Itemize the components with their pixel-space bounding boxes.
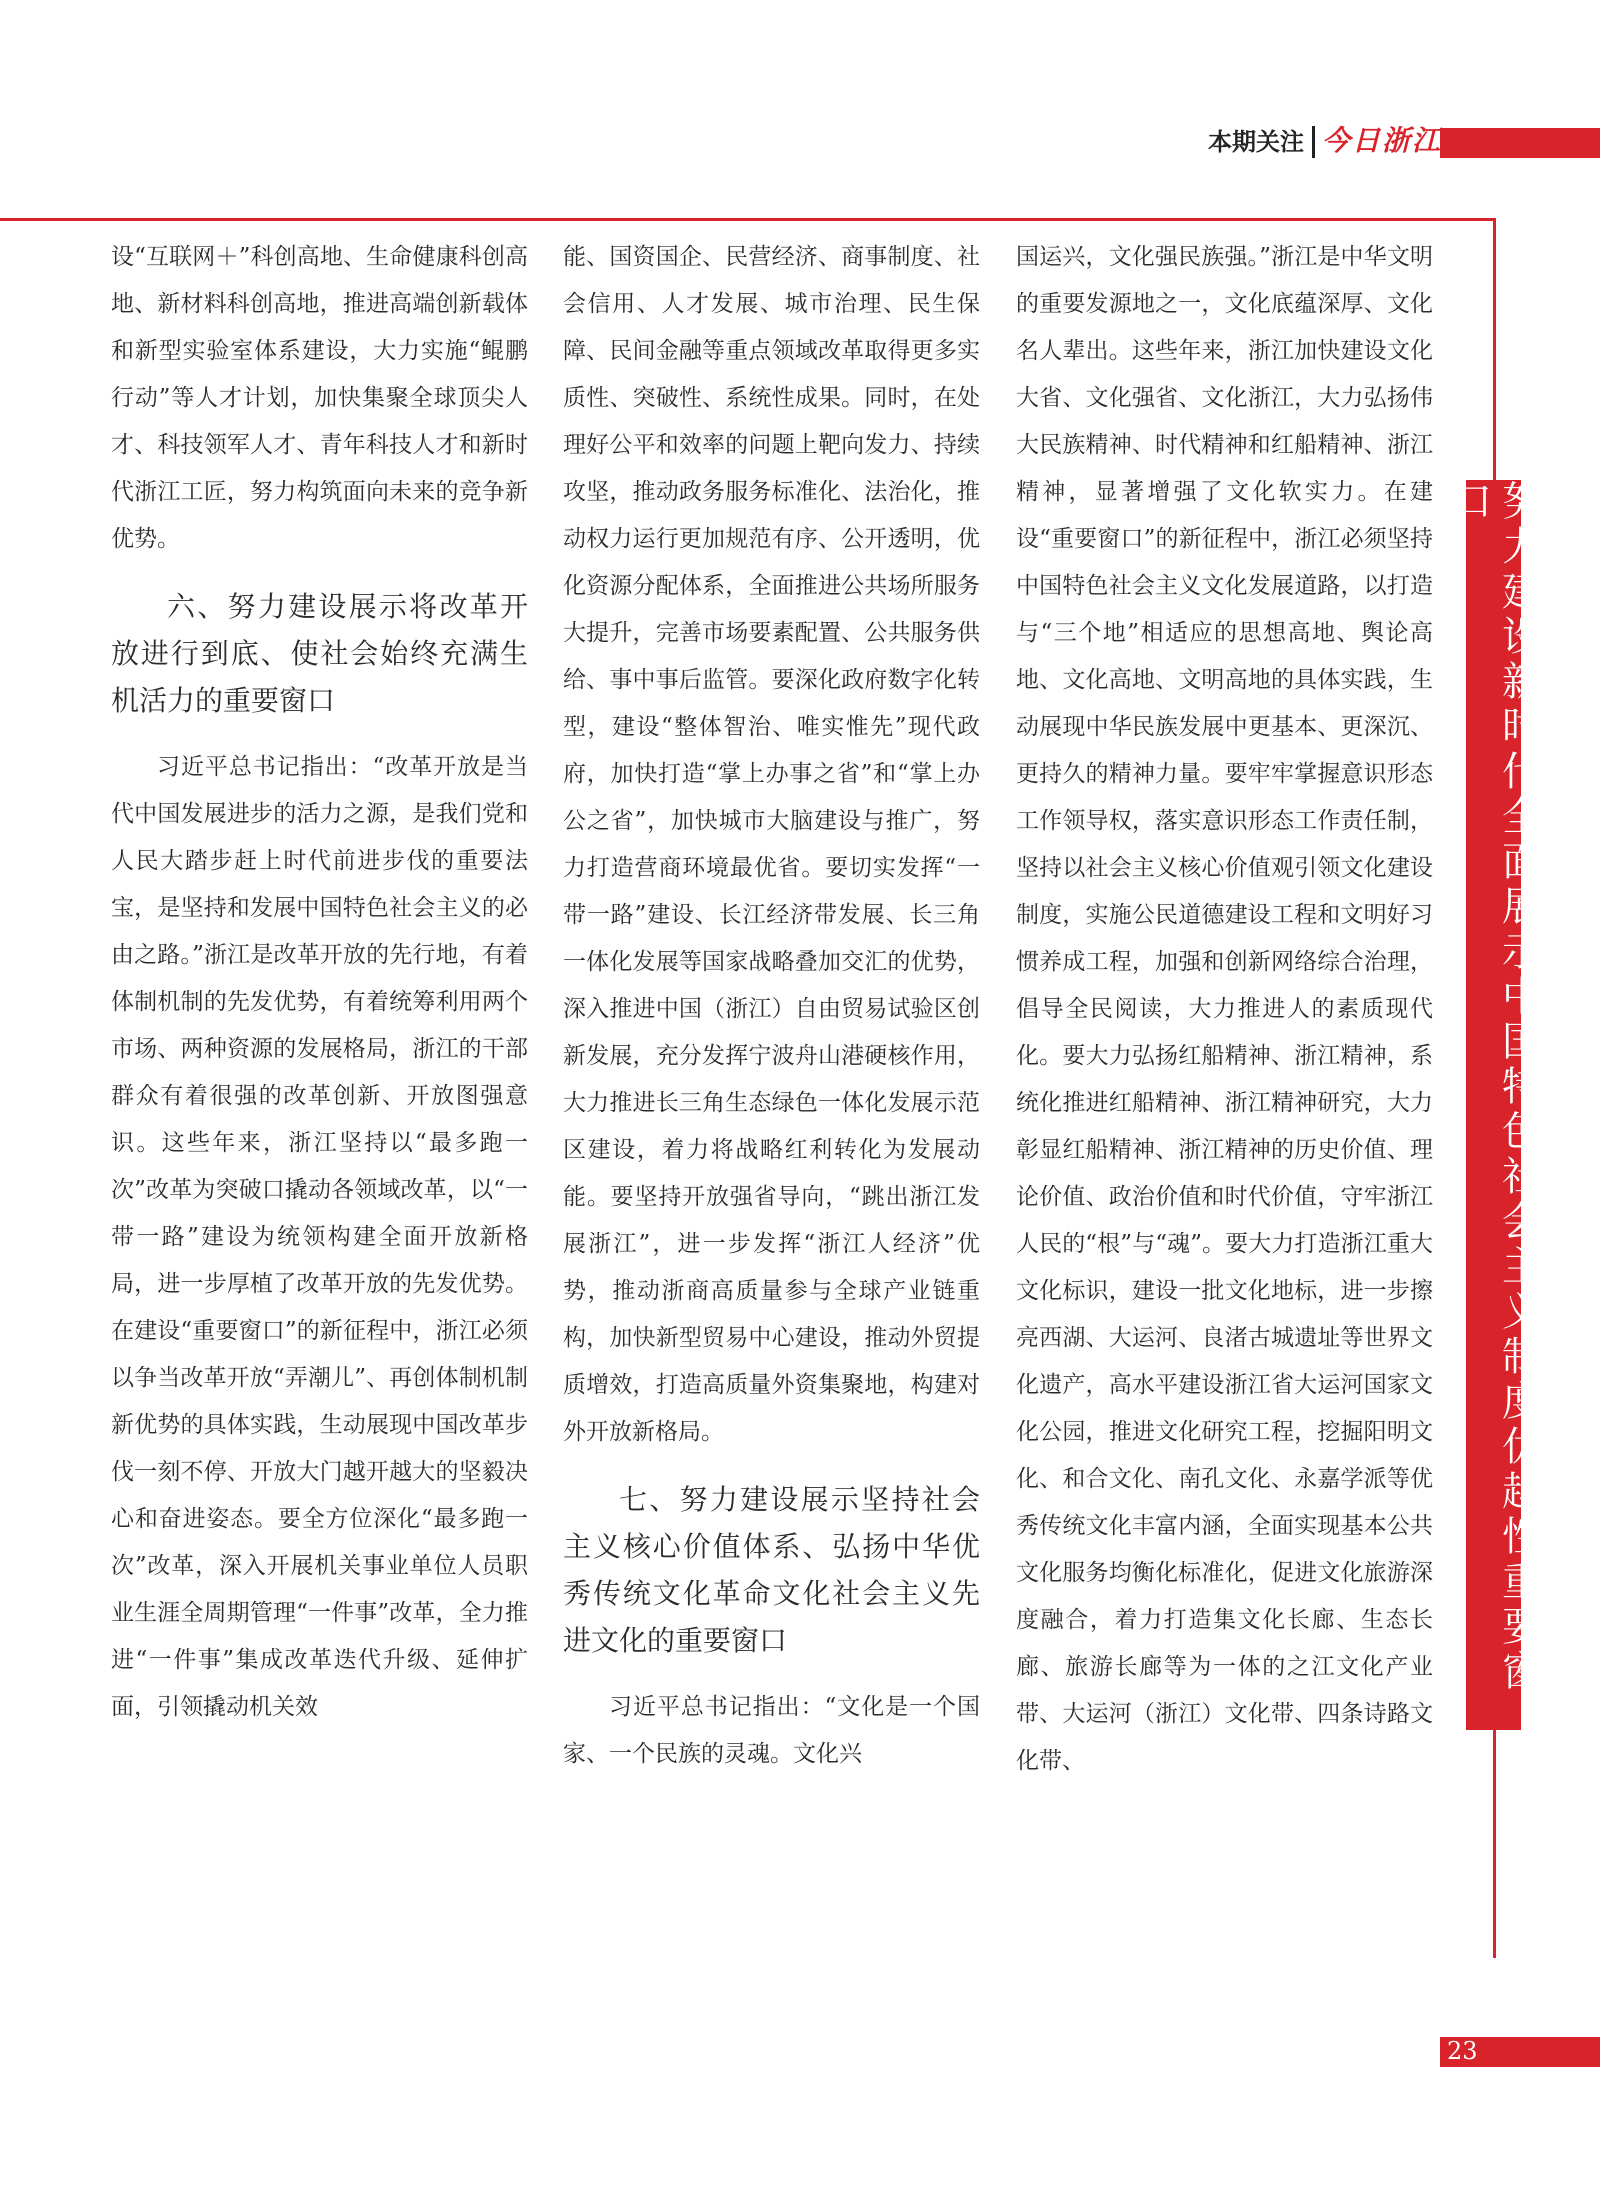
body-paragraph: 习近平总书记指出：“改革开放是当代中国发展进步的活力之源，是我们党和人民大踏步赶上时代前进步伐的重要法宝，是坚持和发展中国特色社会主义的必由之路。”浙江是改革开放的先行地，有着体制机制的先发优势，有着统筹利用两个市场、两种资源的发展格局，浙江的干部群众有着很强的改革创新、开放图强意识。这些年来，浙江坚持以“最多跑一次”改革为突破口撬动各领域改革，以“一带一路”建设为统领构建全面开放新格局，进一步厚植了改革开放的先发优势。在建设“重要窗口”的新征程中，浙江必须以争当改革开放“弄潮儿”、再创体制机制新优势的具体实践，生动展现中国改革步伐一刻不停、开放大门越开越大的坚毅决心和奋进姿态。要全方位深化“最多跑一次”改革，深入开展机关事业单位人员职业生涯全周期管理“一件事”改革，全力推进“一件事”集成改革迭代升级、延伸扩面，引领撬动机关效 bbox=[111, 754, 528, 1720]
side-title-banner bbox=[1445, 480, 1542, 1730]
section-heading: 七、努力建设展示坚持社会主义核心价值体系、弘扬中华优秀传统文化革命文化社会主义先进文化的重要窗口 bbox=[563, 1483, 980, 1657]
page-number: 23 bbox=[1447, 2037, 1478, 2065]
article-column-1 bbox=[111, 234, 528, 1731]
article-column-2 bbox=[563, 234, 980, 1778]
header-accent-bar bbox=[1440, 128, 1600, 158]
body-paragraph: 能、国资国企、民营经济、商事制度、社会信用、人才发展、城市治理、民生保障、民间金融等重点领域改革取得更多实质性、突破性、系统性成果。同时，在处理好公平和效率的问题上靶向发力、持续攻坚，推动政务服务标准化、法治化，推动权力运行更加规范有序、公开透明，优化资源分配体系，全面推进公共场所服务大提升，完善市场要素配置、公共服务供给、事中事后监管。要深化政府数字化转型，建设“整体智治、唯实惟先”现代政府，加快打造“掌上办事之省”和“掌上办公之省”，加快城市大脑建设与推广，努力打造营商环境最优省。要切实发挥“一带一路”建设、长江经济带发展、长三角一体化发展等国家战略叠加交汇的优势，深入推进中国（浙江）自由贸易试验区创新发展，充分发挥宁波舟山港硬核作用，大力推进长三角生态绿色一体化发展示范区建设，着力将战略红利转化为发展动能。要坚持开放强省导向，“跳出浙江发展浙江”，进一步发挥“浙江人经济”优势，推动浙商高质量参与全球产业链重构，加快新型贸易中心建设，推动外贸提质增效，打造高质量外资集聚地，构建对外开放新格局。 bbox=[563, 244, 980, 1445]
body-paragraph: 国运兴，文化强民族强。”浙江是中华文明的重要发源地之一，文化底蕴深厚、文化名人辈出。这些年来，浙江加快建设文化大省、文化强省、文化浙江，大力弘扬伟大民族精神、时代精神和红船精神、浙江精神，显著增强了文化软实力。在建设“重要窗口”的新征程中，浙江必须坚持中国特色社会主义文化发展道路，以打造与“三个地”相适应的思想高地、舆论高地、文化高地、文明高地的具体实践，生动展现中华民族发展中更基本、更深沉、更持久的精神力量。要牢牢掌握意识形态工作领导权，落实意识形态工作责任制，坚持以社会主义核心价值观引领文化建设制度，实施公民道德建设工程和文明好习惯养成工程，加强和创新网络综合治理，倡导全民阅读，大力推进人的素质现代化。要大力弘扬红船精神、浙江精神，系统化推进红船精神、浙江精神研究，大力彰显红船精神、浙江精神的历史价值、理论价值、政治价值和时代价值，守牢浙江人民的“根”与“魂”。要大力打造浙江重大文化标识，建设一批文化地标，进一步擦亮西湖、大运河、良渚古城遗址等世界文化遗产，高水平建设浙江省大运河国家文化公园，推进文化研究工程，挖掘阳明文化、和合文化、南孔文化、永嘉学派等优秀传统文化丰富内涵，全面实现基本公共文化服务均衡化标准化，促进文化旅游深度融合，着力打造集文化长廊、生态长廊、旅游长廊等为一体的之江文化产业带、大运河（浙江）文化带、四条诗路文化带、 bbox=[1016, 244, 1433, 1774]
frame-top-rule bbox=[0, 218, 1496, 221]
body-paragraph: 习近平总书记指出：“文化是一个国家、一个民族的灵魂。文化兴 bbox=[563, 1694, 980, 1767]
article-column-3 bbox=[1016, 234, 1433, 1785]
section-label: 本期关注 bbox=[1208, 128, 1304, 156]
section-heading: 六、努力建设展示将改革开放进行到底、使社会始终充满生机活力的重要窗口 bbox=[111, 590, 528, 717]
side-title: 努力建设新时代全面展示中国特色社会主义制度优越性重要窗口 bbox=[1445, 480, 1542, 1695]
brand-logo: 今日浙江 bbox=[1322, 124, 1443, 157]
body-paragraph: 设“互联网＋”科创高地、生命健康科创高地、新材料科创高地，推进高端创新载体和新型实验室体系建设，大力实施“鲲鹏行动”等人才计划，加快集聚全球顶尖人才、科技领军人才、青年科技人才和新时代浙江工匠，努力构筑面向未来的竞争新优势。 bbox=[111, 244, 528, 552]
header-separator bbox=[1312, 126, 1315, 158]
